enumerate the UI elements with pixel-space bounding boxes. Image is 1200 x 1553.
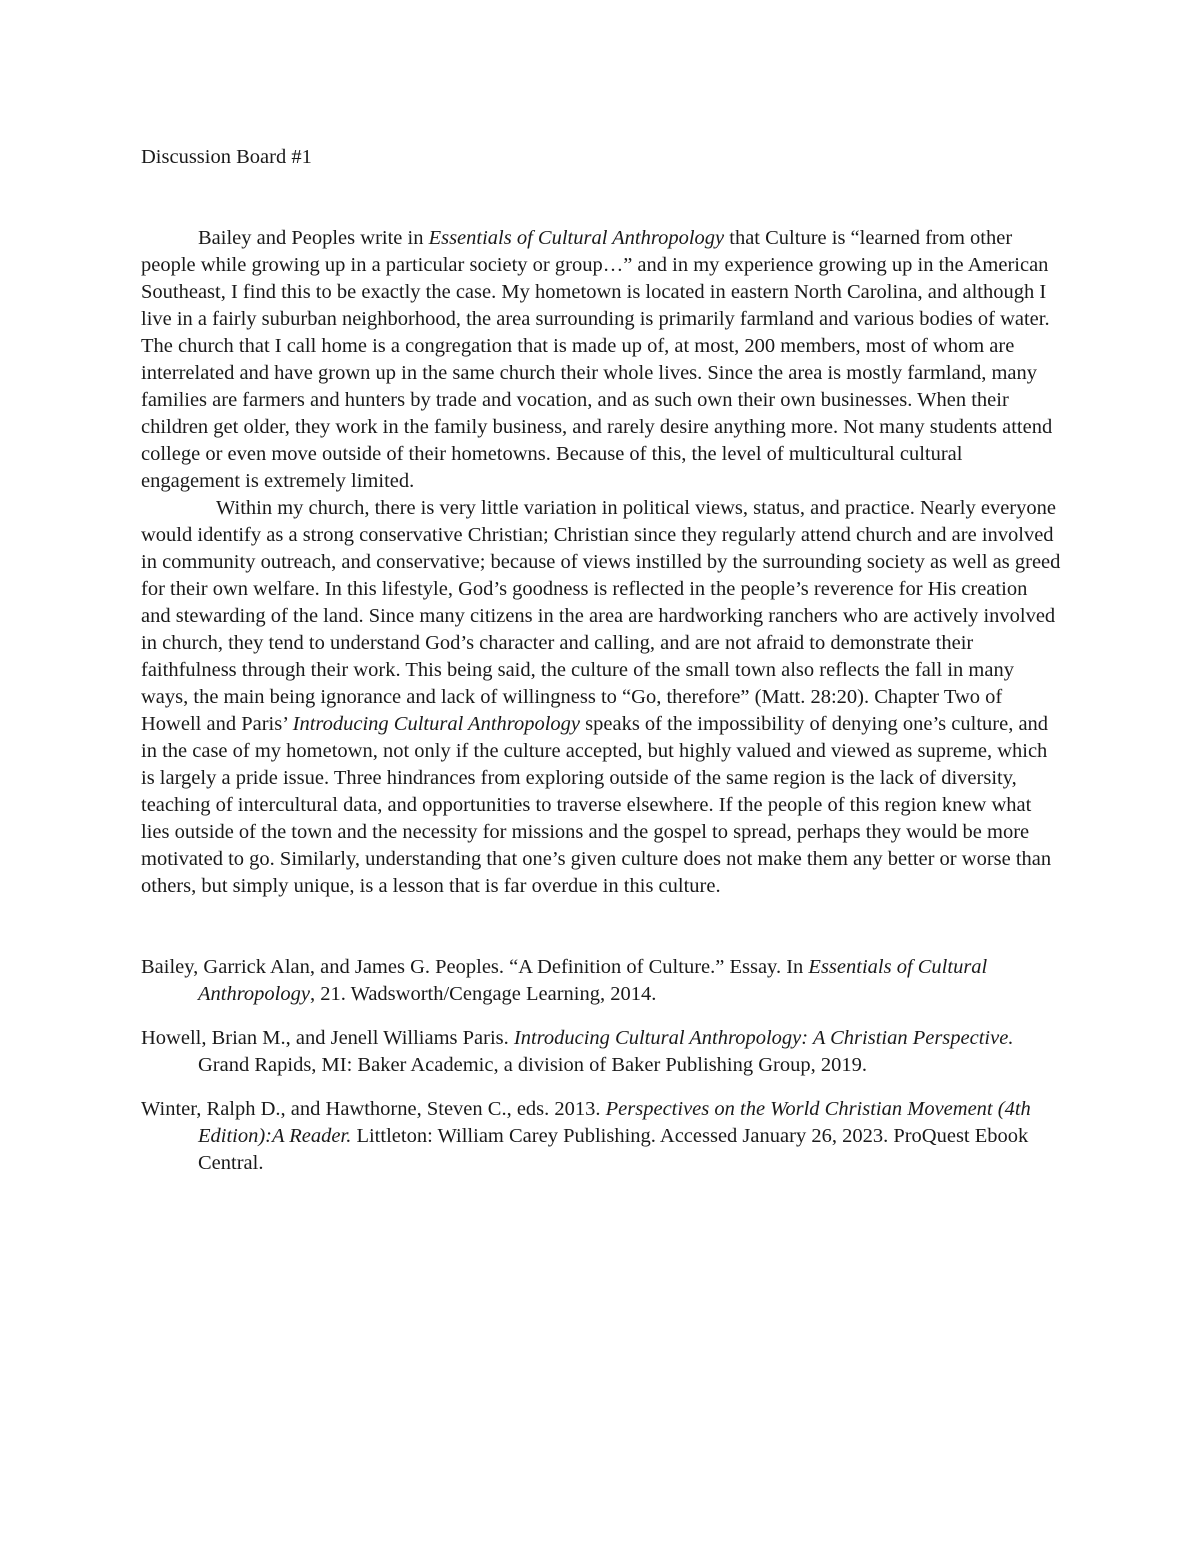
reference-howell bbox=[141, 1025, 1061, 1079]
text-run: Howell, Brian M., and Jenell Williams Paris. bbox=[141, 1027, 514, 1049]
italic-title-text: Perspectives on the World Christian Movement (4th Edition):A Reader. bbox=[198, 1098, 1031, 1147]
italic-title-text: Essentials of Cultural Anthropology bbox=[428, 227, 725, 249]
text-run: Within my church, there is very little variation in political views, status, and practice. Nearly everyone would identify as a strong conservative Christian; Christian since they regularly attend church and are involved in community outreach, and conservative; because of views instilled by the surrounding society as well as greed for their own welfare. In this lifestyle, God’s goodness is reflected in the people’s reverence for His creation and stewarding of the land. Since many citizens in the area are hardworking ranchers who are actively involved in church, they tend to understand God’s character and calling, and are not afraid to demonstrate their faithfulness through their work. This being said, the culture of the small town also reflects the fall in many ways, the main being ignorance and lack of willingness to “Go, therefore” (Matt. 28:20). Chapter Two of Howell and Paris’ bbox=[141, 497, 1061, 735]
text-run: , 21. Wadsworth/Cengage Learning, 2014. bbox=[309, 983, 657, 1005]
italic-title-text: Introducing Cultural Anthropology: A Christian Perspective. bbox=[513, 1027, 1014, 1049]
italic-title-text: Introducing Cultural Anthropology bbox=[292, 713, 581, 735]
text-run: speaks of the impossibility of denying one’s culture, and in the case of my hometown, not only if the culture accepted, but highly valued and viewed as supreme, which is largely a pride issue. Three hindrances from exploring outside of the same region is the lack of diversity, teaching of intercultural data, and opportunities to traverse elsewhere. If the people of this region knew what lies outside of the town and the necessity for missions and the gospel to spread, perhaps they would be more motivated to go. Similarly, understanding that one’s given culture does not make them any better or worse than others, but simply unique, is a lesson that is far overdue in this culture. bbox=[141, 713, 1052, 897]
text-run: Littleton: William Carey Publishing. Accessed January 26, 2023. ProQuest Ebook Central. bbox=[198, 1125, 1029, 1174]
text-run: Bailey, Garrick Alan, and James G. Peoples. “A Definition of Culture.” Essay. In bbox=[141, 956, 809, 978]
reference-winter bbox=[141, 1096, 1061, 1177]
paragraph-2 bbox=[141, 495, 1061, 900]
italic-title-text: Essentials of Cultural Anthropology bbox=[198, 956, 988, 1005]
paragraph-1 bbox=[141, 225, 1061, 495]
text-run: Grand Rapids, MI: Baker Academic, a division of Baker Publishing Group, 2019. bbox=[198, 1054, 867, 1076]
references-list bbox=[141, 954, 1061, 1177]
text-run: that Culture is “learned from other people while growing up in a particular society or group…” and in my experience growing up in the American Southeast, I find this to be exactly the case. My hometown is located in eastern North Carolina, and although I live in a fairly suburban neighborhood, the area surrounding is primarily farmland and various bodies of water. The church that I call home is a congregation that is made up of, at most, 200 members, most of whom are interrelated and have grown up in the same church their whole lives. Since the area is mostly farmland, many families are farmers and hunters by trade and vocation, and as such own their own businesses. When their children get older, they work in the family business, and rarely desire anything more. Not many students attend college or even move outside of their hometowns. Because of this, the level of multicultural cultural engagement is extremely limited. bbox=[141, 227, 1053, 492]
document-body bbox=[141, 144, 1061, 1194]
text-run: Bailey and Peoples write in bbox=[198, 227, 429, 249]
text-run: Winter, Ralph D., and Hawthorne, Steven C., eds. 2013. bbox=[141, 1098, 606, 1120]
reference-bailey bbox=[141, 954, 1061, 1008]
essay-body bbox=[141, 225, 1061, 900]
document-title: Discussion Board #1 bbox=[141, 146, 312, 168]
